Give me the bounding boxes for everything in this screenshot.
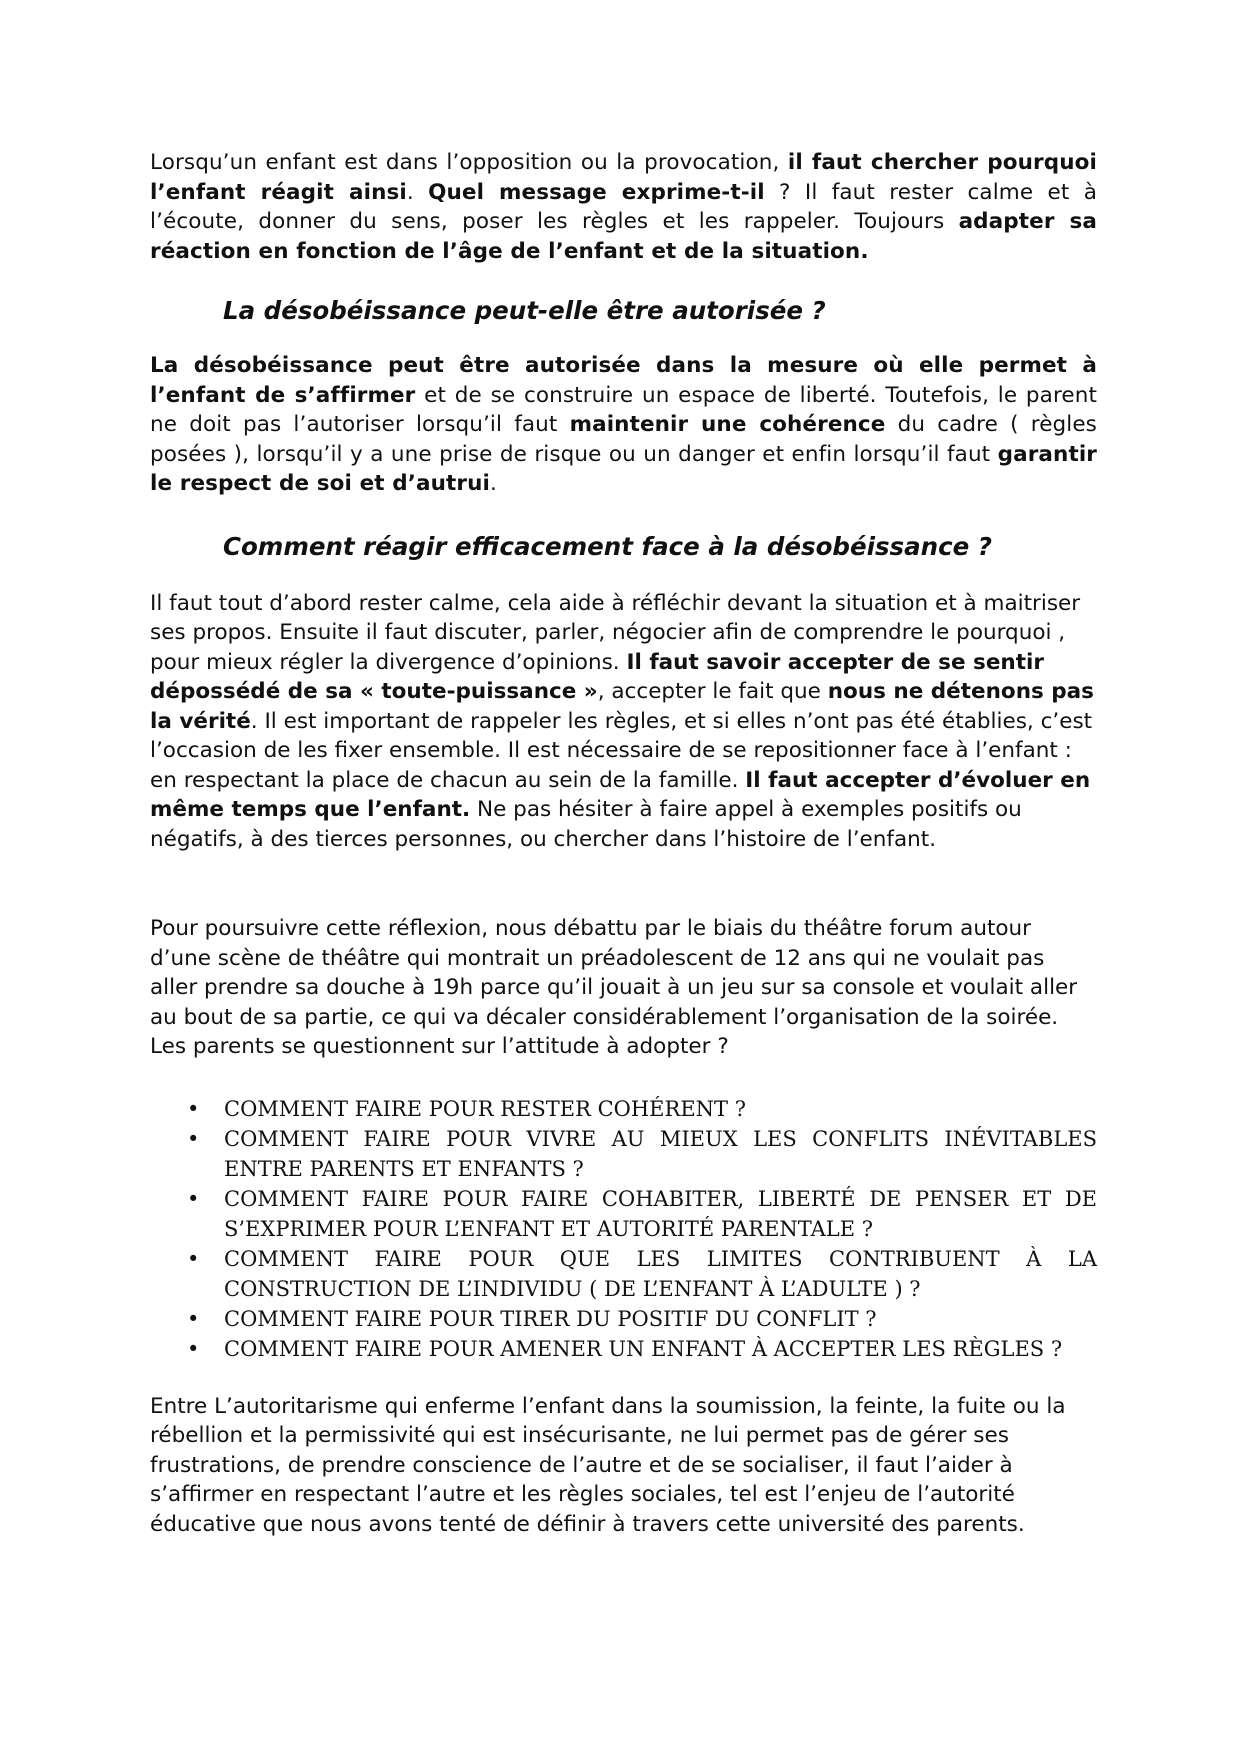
paragraph-opposition [150,148,1097,266]
bold-span: maintenir une cohérence [569,412,886,437]
list-item [150,1124,1097,1184]
bold-span: nous ne détenons pas la vérité [150,679,1094,734]
bold-span: La désobéissance peut être autorisée dans la mesure où elle permet à l’enfant de s’affirmer [150,353,1097,408]
list-item-text: COMMENT FAIRE POUR RESTER COHÉRENT ? [224,1096,746,1121]
text-span: , accepter le fait que [597,679,828,704]
paragraph-autorisation [150,351,1097,499]
heading-desobeissance-autorisee: La désobéissance peut-elle être autorisée ? [223,296,826,325]
bullet-icon: • [187,1126,200,1151]
list-item-text: COMMENT FAIRE POUR FAIRE COHABITER, LIBERTÉ DE PENSER ET DE S’EXPRIMER POUR L’ENFANT ET AUTORITÉ PARENTALE ? [224,1186,1097,1241]
heading-reagir-efficacement: Comment réagir efficacement face à la désobéissance ? [223,531,992,561]
bold-span: Quel message exprime-t-il [428,179,765,205]
text-span: . [406,179,429,205]
bold-span: garantir le respect de soi et d’autrui [150,441,1097,496]
paragraph-reagir [150,589,1097,855]
list-item-text: COMMENT FAIRE POUR TIRER DU POSITIF DU CONFLIT ? [224,1306,877,1331]
paragraph-conclusion: Entre L’autoritarisme qui enferme l’enfant dans la soumission, la feinte, la fuite ou la rébellion et la permissivité qui est insécurisante, ne lui permet pas de gérer ses frustrations, de prendre conscience de l’autre et de se socialiser, il faut l’aider à s’affirmer en respectant l’autre et les règles sociales, tel est l’enjeu de l’autorité éducative que nous avons tenté de définir à travers cette université des parents. [150,1393,1066,1537]
questions-list [150,1094,1097,1364]
bullet-icon: • [187,1246,200,1271]
list-item [150,1094,1097,1124]
list-item-text: COMMENT FAIRE POUR VIVRE AU MIEUX LES CONFLITS INÉVITABLES ENTRE PARENTS ET ENFANTS ? [224,1126,1097,1181]
list-item [150,1244,1097,1304]
bold-span: Il faut accepter d’évoluer en même temps que l’enfant. [150,767,1091,822]
text-span: et de se construire un espace de liberté. Toutefois, le parent ne doit pas l’autoriser lorsqu’il faut [150,382,1097,437]
text-span: Il faut tout d’abord rester calme, cela aide à réfléchir devant la situation et à maitriser ses propos. Ensuite il faut discuter, parler, négocier afin de comprendre le pourquoi , pour mieux régler la divergence d’opinions. [150,590,1081,675]
text-span: Ne pas hésiter à faire appel à exemples positifs ou négatifs, à des tierces personnes, ou chercher dans l’histoire de l’enfant. [150,797,1022,852]
text-span: . [489,471,497,496]
list-item-text: COMMENT FAIRE POUR AMENER UN ENFANT À ACCEPTER LES RÈGLES ? [224,1336,1063,1361]
text-span: du cadre ( règles posées ), lorsqu’il y a une prise de risque ou un danger et enfin lorsqu’il faut [150,412,1097,467]
list-item [150,1184,1097,1244]
bold-span: Il faut savoir accepter de se sentir dépossédé de sa « toute-puissance » [150,649,1044,704]
document-page [150,148,1097,1539]
bullet-icon: • [187,1186,200,1211]
list-item [150,1304,1097,1334]
bold-span: adapter sa réaction en fonction de l’âge de l’enfant et de la situation. [150,209,1097,264]
bullet-icon: • [187,1336,200,1361]
list-item [150,1334,1097,1364]
list-item-text: COMMENT FAIRE POUR QUE LES LIMITES CONTRIBUENT À LA CONSTRUCTION DE L’INDIVIDU ( DE L’ENFANT À L’ADULTE ) ? [224,1246,1097,1301]
text-span: . Il est important de rappeler les règles, et si elles n’ont pas été établies, c’est l’occasion de les fixer ensemble. Il est nécessaire de se repositionner face à l’enfant : en respectant la place de chacun au sein de la famille. [150,708,1093,793]
bold-span: il faut chercher pourquoi l’enfant réagit ainsi [150,150,1097,205]
text-span: ? Il faut rester calme et à l’écoute, donner du sens, poser les règles et les rappeler. Toujours [150,179,1097,234]
bullet-icon: • [187,1096,200,1121]
paragraph-theatre-forum: Pour poursuivre cette réflexion, nous débattu par le biais du théâtre forum autour d’une scène de théâtre qui montrait un préadolescent de 12 ans qui ne voulait pas aller prendre sa douche à 19h parce qu’il jouait à un jeu sur sa console et voulait aller au bout de sa partie, ce qui va décaler considérablement l’organisation de la soirée. Les parents se questionnent sur l’attitude à adopter ? [150,916,1078,1059]
text-span: Lorsqu’un enfant est dans l’opposition ou la provocation, [150,150,788,175]
bullet-icon: • [187,1306,200,1331]
